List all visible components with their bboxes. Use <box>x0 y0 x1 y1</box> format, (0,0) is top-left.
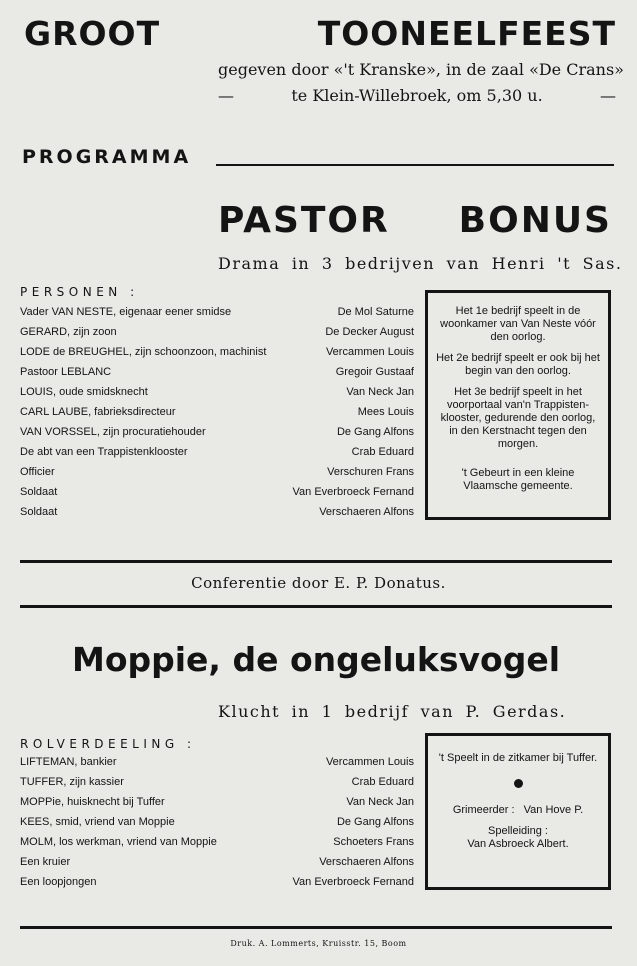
cast-role: KEES, smid, vriend van Moppie <box>20 816 175 828</box>
cast-role: Soldaat <box>20 506 58 518</box>
poster-subtitle-line2-row <box>218 86 616 105</box>
cast-actor: Verschuren Frans <box>327 466 414 478</box>
cast-role: TUFFER, zijn kassier <box>20 776 124 788</box>
play1-title-word2: BONUS <box>458 200 612 241</box>
conference-line: Conferentie door E. P. Donatus. <box>191 574 446 592</box>
play1-note: Het 1e bedrijf speelt in de woonkamer van Van Neste vóór den oorlog. <box>440 305 596 343</box>
cast-actor: Van Neck Jan <box>346 386 414 398</box>
grimeerder-name: Van Hove P. <box>523 804 584 816</box>
divider-top <box>20 560 612 563</box>
play2-title: Moppie, de ongeluksvogel <box>71 640 561 679</box>
poster-subtitle-line2: te Klein-Willebroek, om 5,30 u. <box>291 86 543 105</box>
poster-title-right: TOONEELFEEST <box>317 14 616 53</box>
play1-title-word1: PASTOR <box>218 200 390 241</box>
cast-actor: De Mol Saturne <box>337 306 414 318</box>
cast-role: GERARD, zijn zoon <box>20 326 117 338</box>
spelleiding-name: Van Asbroeck Albert. <box>467 838 569 850</box>
cast-actor: De Decker August <box>325 326 414 338</box>
cast-row <box>20 346 414 364</box>
poster-subtitle-line1: gegeven door «'t Kranske», in de zaal «De Crans» <box>218 60 624 79</box>
cast-role: De abt van een Trappistenklooster <box>20 446 188 458</box>
programma-label: PROGRAMMA <box>22 146 192 168</box>
cast-role: MOLM, los werkman, vriend van Moppie <box>20 836 217 848</box>
cast-row <box>20 326 414 344</box>
cast-row <box>20 796 414 814</box>
dash-right: — <box>600 86 616 105</box>
play1-note: Het 3e bedrijf speelt in het voorportaal van'n Trappisten-klooster, gedurende den oorlog, in den Kerstnacht tegen den morgen. <box>440 386 596 450</box>
play2-subtitle: Klucht in 1 bedrijf van P. Gerdas. <box>218 702 567 721</box>
cast-role: Een loopjongen <box>20 876 97 888</box>
cast-row <box>20 776 414 794</box>
cast-actor: De Gang Alfons <box>336 426 414 438</box>
grimeerder-line <box>436 804 600 817</box>
cast-role: LIFTEMAN, bankier <box>20 756 117 768</box>
cast-row <box>20 466 414 484</box>
cast-role: MOPPie, huisknecht bij Tuffer <box>20 796 165 808</box>
cast-role: Een kruier <box>20 856 71 868</box>
cast-row <box>20 406 414 424</box>
play1-title <box>218 200 612 241</box>
cast-actor: Crab Eduard <box>351 776 414 788</box>
play2-setting-note: 't Speelt in de zitkamer bij Tuffer. <box>438 752 598 764</box>
cast-role: LOUIS, oude smidsknecht <box>20 386 148 398</box>
cast-role: Pastoor LEBLANC <box>20 366 112 378</box>
cast-role: Officier <box>20 466 55 478</box>
cast-row <box>20 386 414 404</box>
poster-title-left: GROOT <box>24 14 161 53</box>
cast-role: Vader VAN NESTE, eigenaar eener smidse <box>20 306 232 318</box>
cast-row <box>20 856 414 874</box>
cast-actor: Van Everbroeck Fernand <box>292 876 414 888</box>
cast-row <box>20 836 414 854</box>
cast-row <box>20 426 414 444</box>
play1-notes-box <box>425 290 611 520</box>
grimeerder-label: Grimeerder : <box>452 804 515 816</box>
cast-row <box>20 756 414 774</box>
cast-actor: De Gang Alfons <box>336 816 414 828</box>
cast-actor: Verschaeren Alfons <box>319 506 414 518</box>
cast-row <box>20 876 414 894</box>
cast-role: Soldaat <box>20 486 58 498</box>
printer-credit: Druk. A. Lommerts, Kruisstr. 15, Boom <box>230 939 407 948</box>
spelleiding-label: Spelleiding : <box>488 825 548 837</box>
cast-actor: Crab Eduard <box>351 446 414 458</box>
cast-actor: Van Everbroeck Fernand <box>292 486 414 498</box>
footer-rule <box>20 926 612 929</box>
play1-cast-heading: PERSONEN : <box>20 285 139 299</box>
cast-actor: Vercammen Louis <box>325 346 414 358</box>
ornament-dot-icon <box>514 779 523 788</box>
cast-actor: Verschaeren Alfons <box>319 856 414 868</box>
cast-row <box>20 486 414 504</box>
cast-row <box>20 446 414 464</box>
cast-row <box>20 366 414 384</box>
cast-actor: Mees Louis <box>357 406 414 418</box>
cast-role: CARL LAUBE, fabrieksdirecteur <box>20 406 176 418</box>
cast-role: VAN VORSSEL, zijn procuratiehouder <box>20 426 206 438</box>
divider-bottom <box>20 605 612 608</box>
cast-actor: Gregoir Gustaaf <box>335 366 414 378</box>
play1-subtitle: Drama in 3 bedrijven van Henri 't Sas. <box>218 254 623 273</box>
cast-row <box>20 816 414 834</box>
cast-row <box>20 306 414 324</box>
ornament-dot-wrap <box>436 779 600 792</box>
play1-note: 't Gebeurt in een kleine Vlaamsche gemeente. <box>461 467 575 492</box>
play2-cast-heading: ROLVERDEELING : <box>20 737 196 751</box>
cast-actor: Vercammen Louis <box>325 756 414 768</box>
dash-left: — <box>218 86 234 105</box>
cast-actor: Schoeters Frans <box>333 836 414 848</box>
play2-notes-box <box>425 733 611 890</box>
cast-row <box>20 506 414 524</box>
play1-note: Het 2e bedrijf speelt er ook bij het begin van den oorlog. <box>436 352 600 377</box>
poster-title <box>24 14 616 53</box>
cast-role: LODE de BREUGHEL, zijn schoonzoon, machinist <box>20 346 267 358</box>
cast-actor: Van Neck Jan <box>346 796 414 808</box>
programma-rule <box>216 164 614 166</box>
